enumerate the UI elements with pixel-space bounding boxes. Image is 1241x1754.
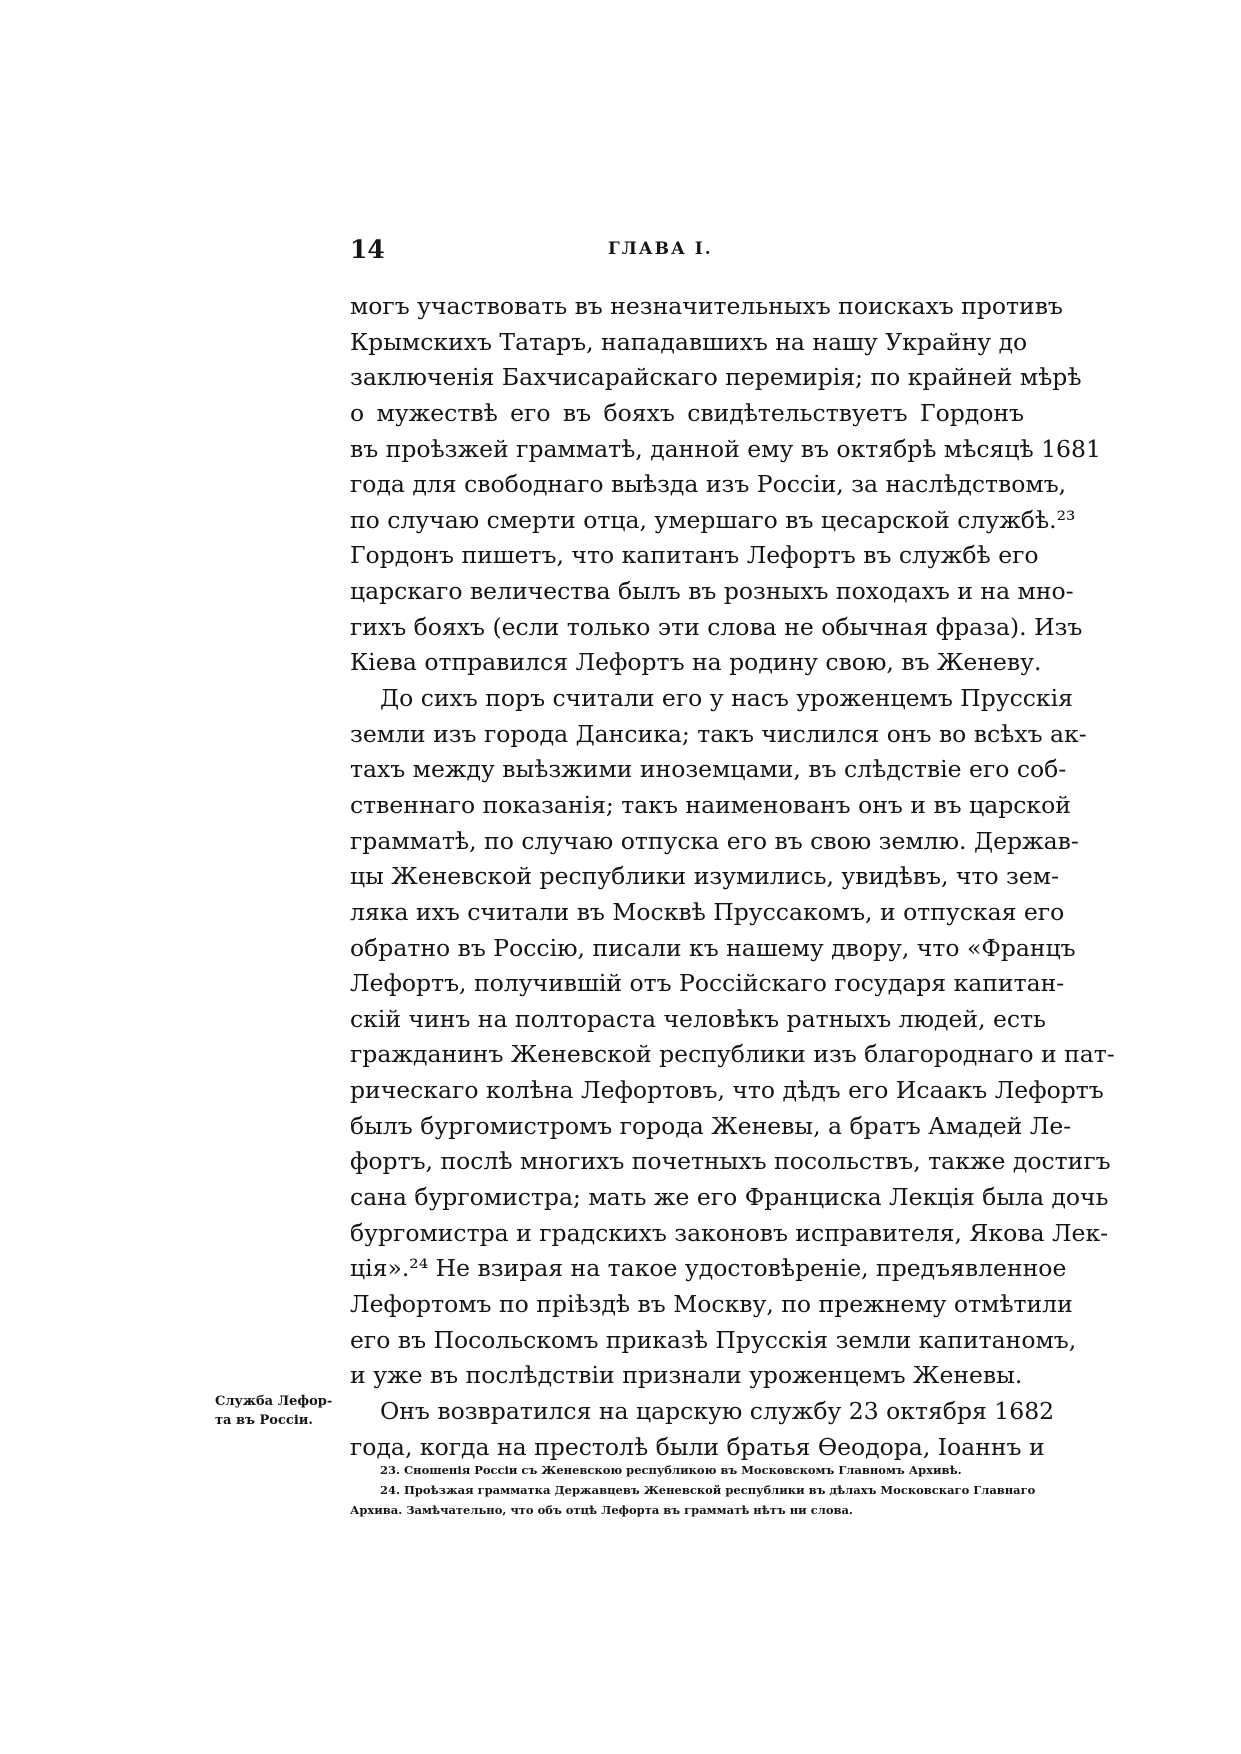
text-line: тахъ между выѣзжими иноземцами, въ слѣдствіе его соб-: [350, 755, 1067, 784]
text-line: года для свободнаго выѣзда изъ Россіи, за наслѣдствомъ,: [350, 470, 1067, 499]
marginal-note-line: та въ Россіи.: [215, 1413, 313, 1428]
text-line: гражданинъ Женевской республики изъ благороднаго и пат-: [350, 1040, 1115, 1069]
text-line: бургомистра и градскихъ законовъ исправителя, Якова Лек-: [350, 1218, 1109, 1247]
text-line: заключенія Бахчисарайскаго перемирія; по крайней мѣрѣ: [350, 363, 1082, 392]
page-number: 14: [350, 235, 385, 264]
text-line: Крымскихъ Татаръ, нападавшихъ на нашу Украйну до: [350, 327, 1028, 356]
text-line: Кіева отправился Лефортъ на родину свою, въ Женеву.: [350, 648, 1042, 677]
body-text: [350, 289, 1115, 1465]
footnote-24: 24. Проѣзжая грамматка Державцевъ Женевской республики въ дѣлахъ Московскаго Главнаго: [380, 1483, 1036, 1497]
text-line: Лефортъ, получившій отъ Россійскаго государя капитан-: [350, 969, 1065, 998]
text-line: грамматѣ, по случаю отпуска его въ свою землю. Держав-: [350, 826, 1079, 855]
footnote-24-continuation: Архива. Замѣчательно, что объ отцѣ Лефорта въ грамматѣ нѣтъ ни слова.: [350, 1503, 853, 1517]
text-line: ція».²⁴ Не взирая на такое удостовѣреніе, предъявленное: [350, 1254, 1067, 1283]
text-line: сана бургомистра; мать же его Франциска Лекція была дочь: [350, 1183, 1109, 1212]
text-line: рическаго колѣна Лефортовъ, что дѣдъ его Исаакъ Лефортъ: [350, 1076, 1104, 1105]
text-line: обратно въ Россію, писали къ нашему двору, что «Францъ: [350, 933, 1076, 962]
footnotes: [350, 1460, 1036, 1520]
text-line: Гордонъ пишетъ, что капитанъ Лефортъ въ службѣ его: [350, 541, 1039, 570]
text-line: цы Женевской республики изумились, увидѣвъ, что зем-: [350, 862, 1060, 891]
text-line: могъ участвовать въ незначительныхъ поискахъ противъ: [350, 292, 1063, 320]
marginal-note: [215, 1392, 350, 1430]
text-line: земли изъ города Дансика; такъ числился онъ во всѣхъ ак-: [350, 719, 1087, 748]
text-line: и уже въ послѣдствіи признали уроженцемъ Женевы.: [350, 1361, 1023, 1390]
text-line: года, когда на престолѣ были братья Ѳеодора, Іоаннъ и: [350, 1432, 1045, 1461]
text-line: былъ бургомистромъ города Женевы, а братъ Амадей Ле-: [350, 1111, 1072, 1140]
text-line: по случаю смерти отца, умершаго въ цесарской службѣ.²³: [350, 505, 1076, 534]
text-line: гихъ бояхъ (если только эти слова не обычная фраза). Изъ: [350, 612, 1083, 641]
running-head: ГЛАВА I.: [608, 239, 713, 259]
text-line: въ проѣзжей грамматѣ, данной ему въ октябрѣ мѣсяцѣ 1681: [350, 434, 1101, 463]
page-header: [350, 235, 1025, 269]
text-line: фортъ, послѣ многихъ почетныхъ посольствъ, также достигъ: [350, 1147, 1111, 1176]
marginal-note-line: Служба Лефор-: [215, 1394, 333, 1409]
text-line: ляка ихъ считали въ Москвѣ Пруссакомъ, и отпуская его: [350, 897, 1065, 926]
text-line: Онъ возвратился на царскую службу 23 октября 1682: [380, 1396, 1055, 1425]
text-line: ственнаго показанія; такъ наименованъ онъ и въ царской: [350, 790, 1071, 819]
text-line: царскаго величества былъ въ розныхъ походахъ и на мно-: [350, 577, 1074, 606]
text-line: Лефортомъ по пріѣздѣ въ Москву, по прежнему отмѣтили: [350, 1289, 1073, 1318]
text-line: скій чинъ на полтораста человѣкъ ратныхъ людей, есть: [350, 1004, 1046, 1033]
text-line: До сихъ поръ считали его у насъ уроженцемъ Прусскія: [380, 684, 1073, 713]
footnote-23: 23. Сношенія Россіи съ Женевскою республикою въ Московскомъ Главномъ Архивѣ.: [380, 1463, 962, 1477]
text-line: его въ Посольскомъ приказѣ Прусскія земли капитаномъ,: [350, 1325, 1077, 1354]
text-line: о мужествѣ его въ бояхъ свидѣтельствуетъ Гордонъ: [350, 398, 1024, 427]
